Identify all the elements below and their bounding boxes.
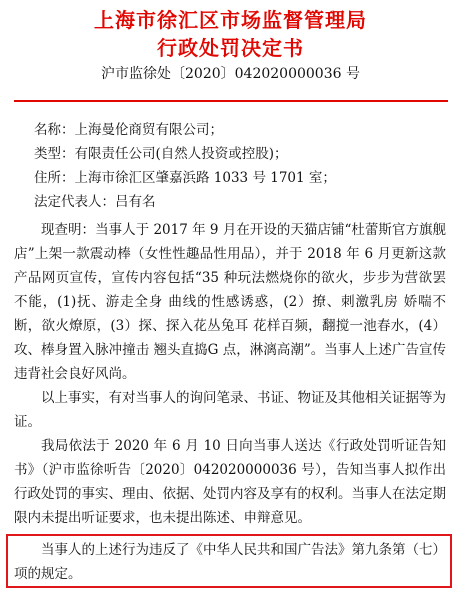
red-divider [14,100,448,102]
document-title-type: 行政处罚决定书 [157,36,304,60]
legal-representative: 法定代表人：吕有名 [34,194,156,210]
findings-paragraph: 现查明：当事人于 2017 年 9 月在开设的天猫店铺“杜蕾斯官方旗舰店”上架一款震动棒（女性性趣品性用品），并于 2018 年 6 月更新这款产品网页宣传，宣传内容包括“35 种玩法燃烧你的欲火，步步为营欲罢不能，(1)抚、游走全身 曲线的性感诱惑，(2）撩、刺激乳房 娇喘不断，欲火燎原，(3）探、探入花丛兔耳 花样百频，翻搅一池春水，(4）攻、棒身置入脉冲撞击 翘头直捣G 点，淋漓高潮”。当事人上述广告宣传违背社会良好风尚。 [14,222,446,382]
hearing-notice-paragraph: 我局依法于 2020 年 6 月 10 日向当事人送达《行政处罚听证告知书》（沪市监徐听告〔2020〕042020000036 号），告知当事人拟作出行政处罚的事实、理由、依据、处罚内容及享有的权利。当事人在法定期限内未提出听证要求，也未提出陈述、申辩意见。 [14,438,446,526]
party-name: 名称：上海曼伦商贸有限公司； [34,122,223,138]
evidence-paragraph: 以上事实，有对当事人的询问笔录、书证、物证及其他相关证据等为证。 [14,390,446,430]
highlight-box [6,534,452,588]
document-number: 沪市监徐处〔2020〕042020000036 号 [101,66,360,82]
party-address: 住所：上海市徐汇区肇嘉浜路 1033 号 1701 室； [34,170,336,186]
document-title-agency: 上海市徐汇区市场监督管理局 [94,8,367,32]
violation-paragraph: 当事人的上述行为违反了《中华人民共和国广告法》第九条第（七）项的规定。 [14,542,446,582]
party-info [14,118,446,214]
party-type: 类型：有限责任公司(自然人投资或控股)； [34,146,288,162]
